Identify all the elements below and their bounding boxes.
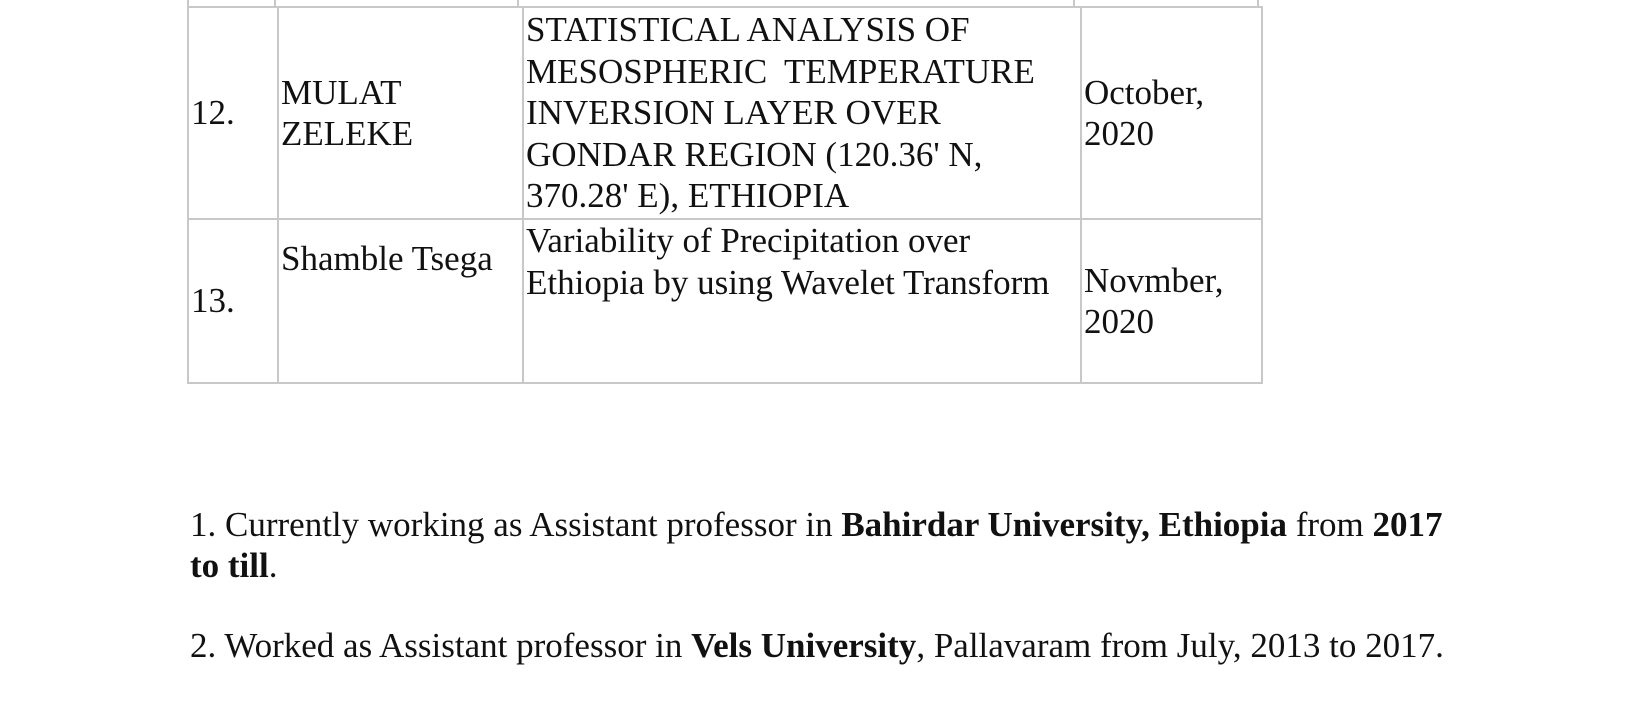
experience-text: , Pallavaram from July, 2013 to 2017. <box>916 626 1444 665</box>
completion-date-line: 2020 <box>1084 114 1154 153</box>
row-number: 13. <box>188 219 278 383</box>
completion-date-line: Novmber, <box>1084 260 1224 300</box>
institution-name: Bahirdar University, Ethiopia <box>841 505 1287 544</box>
table-row <box>188 219 1262 383</box>
thesis-title-line: MESOSPHERIC TEMPERATURE <box>526 51 1035 91</box>
completion-date <box>1081 7 1262 219</box>
completion-date-line: October, <box>1084 72 1205 112</box>
student-name <box>278 7 523 219</box>
completion-date <box>1081 219 1262 383</box>
student-name: Shamble Tsega <box>278 219 523 383</box>
thesis-title-line: 370.28' E), ETHIOPIA <box>526 176 850 216</box>
thesis-title-line: Variability of Precipitation over <box>526 221 971 260</box>
experience-item-2 <box>190 625 1450 666</box>
thesis-title-line: STATISTICAL ANALYSIS OF <box>526 10 970 50</box>
institution-name: Vels University <box>691 626 917 665</box>
thesis-title <box>523 7 1081 219</box>
experience-text: from <box>1287 505 1373 544</box>
student-name-line: MULAT <box>281 72 402 112</box>
student-name-line: ZELEKE <box>281 114 414 153</box>
experience-item-1 <box>190 504 1450 586</box>
thesis-title-line: INVERSION LAYER OVER <box>526 93 941 133</box>
thesis-title-line: Ethiopia by using Wavelet Transform <box>526 262 1050 302</box>
experience-text: 2. Worked as Assistant professor in <box>190 626 692 665</box>
thesis-title <box>523 219 1081 383</box>
thesis-table <box>187 6 1263 384</box>
employment-period: 2017 to till <box>190 505 1443 585</box>
thesis-title-line: GONDAR REGION (120.36' N, <box>526 134 983 174</box>
completion-date-line: 2020 <box>1084 302 1154 341</box>
experience-text: 1. Currently working as Assistant professor in <box>190 505 842 544</box>
experience-text: . <box>268 546 278 585</box>
table-row <box>188 7 1262 219</box>
row-number: 12. <box>188 7 278 219</box>
